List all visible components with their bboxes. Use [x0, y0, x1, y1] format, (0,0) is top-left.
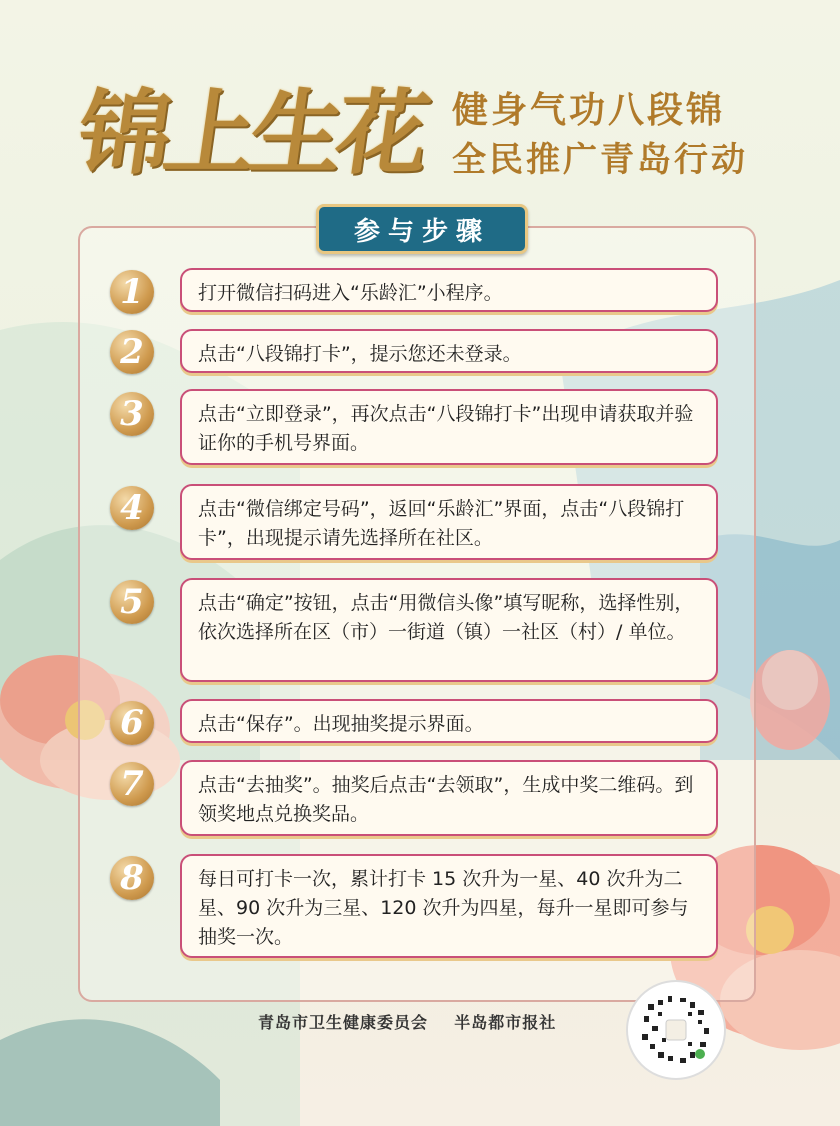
- step-1-box: [180, 268, 718, 312]
- step-2-box: [180, 329, 718, 373]
- step-6-text: 点击“保存”。出现抽奖提示界面。: [198, 713, 484, 735]
- subtitle-line-1: 健身气功八段锦: [452, 90, 726, 131]
- subtitle-line-2: 全民推广青岛行动: [452, 140, 748, 180]
- step-6-number: 6: [110, 701, 154, 745]
- step-4-box: [180, 484, 718, 560]
- step-5-number: 5: [110, 580, 154, 624]
- step-2-number: 2: [110, 330, 154, 374]
- step-3-box: [180, 389, 718, 465]
- step-8-number: 8: [110, 856, 154, 900]
- step-5-text: 点击“确定”按钮，点击“用微信头像”填写昵称，选择性别，依次选择所在区（市）一街道（镇）一社区（村）/ 单位。: [198, 592, 694, 643]
- qr-code-pattern: [628, 982, 724, 1078]
- mini-program-qr-code: [626, 980, 726, 1080]
- step-5-box: [180, 578, 718, 682]
- step-1-text: 打开微信扫码进入“乐龄汇”小程序。: [198, 282, 503, 304]
- step-2-text: 点击“八段锦打卡”，提示您还未登录。: [198, 343, 522, 365]
- step-1-number: 1: [110, 270, 154, 314]
- step-7-box: [180, 760, 718, 836]
- step-4-text: 点击“微信绑定号码”，返回“乐龄汇”界面，点击“八段锦打卡”，出现提示请先选择所在社区。: [198, 498, 685, 549]
- step-3-number: 3: [110, 392, 154, 436]
- step-3-text: 点击“立即登录”，再次点击“八段锦打卡”出现申请获取并验证你的手机号界面。: [198, 403, 694, 454]
- organizers-text: 青岛市卫生健康委员会 半岛都市报社: [258, 1013, 557, 1032]
- step-8-text: 每日可打卡一次，累计打卡 15 次升为一星、40 次升为二星、90 次升为三星、120 次升为四星，每升一星即可参与抽奖一次。: [198, 868, 689, 948]
- right-peony-bud: [750, 650, 830, 750]
- step-7-number: 7: [110, 762, 154, 806]
- step-7-text: 点击“去抽奖”。抽奖后点击“去领取”，生成中奖二维码。到领奖地点兑换奖品。: [198, 774, 694, 825]
- step-4-number: 4: [110, 486, 154, 530]
- step-8-box: [180, 854, 718, 958]
- poster-title: 锦上生花: [71, 79, 431, 187]
- step-6-box: [180, 699, 718, 743]
- steps-heading-badge: 参与步骤: [316, 204, 528, 254]
